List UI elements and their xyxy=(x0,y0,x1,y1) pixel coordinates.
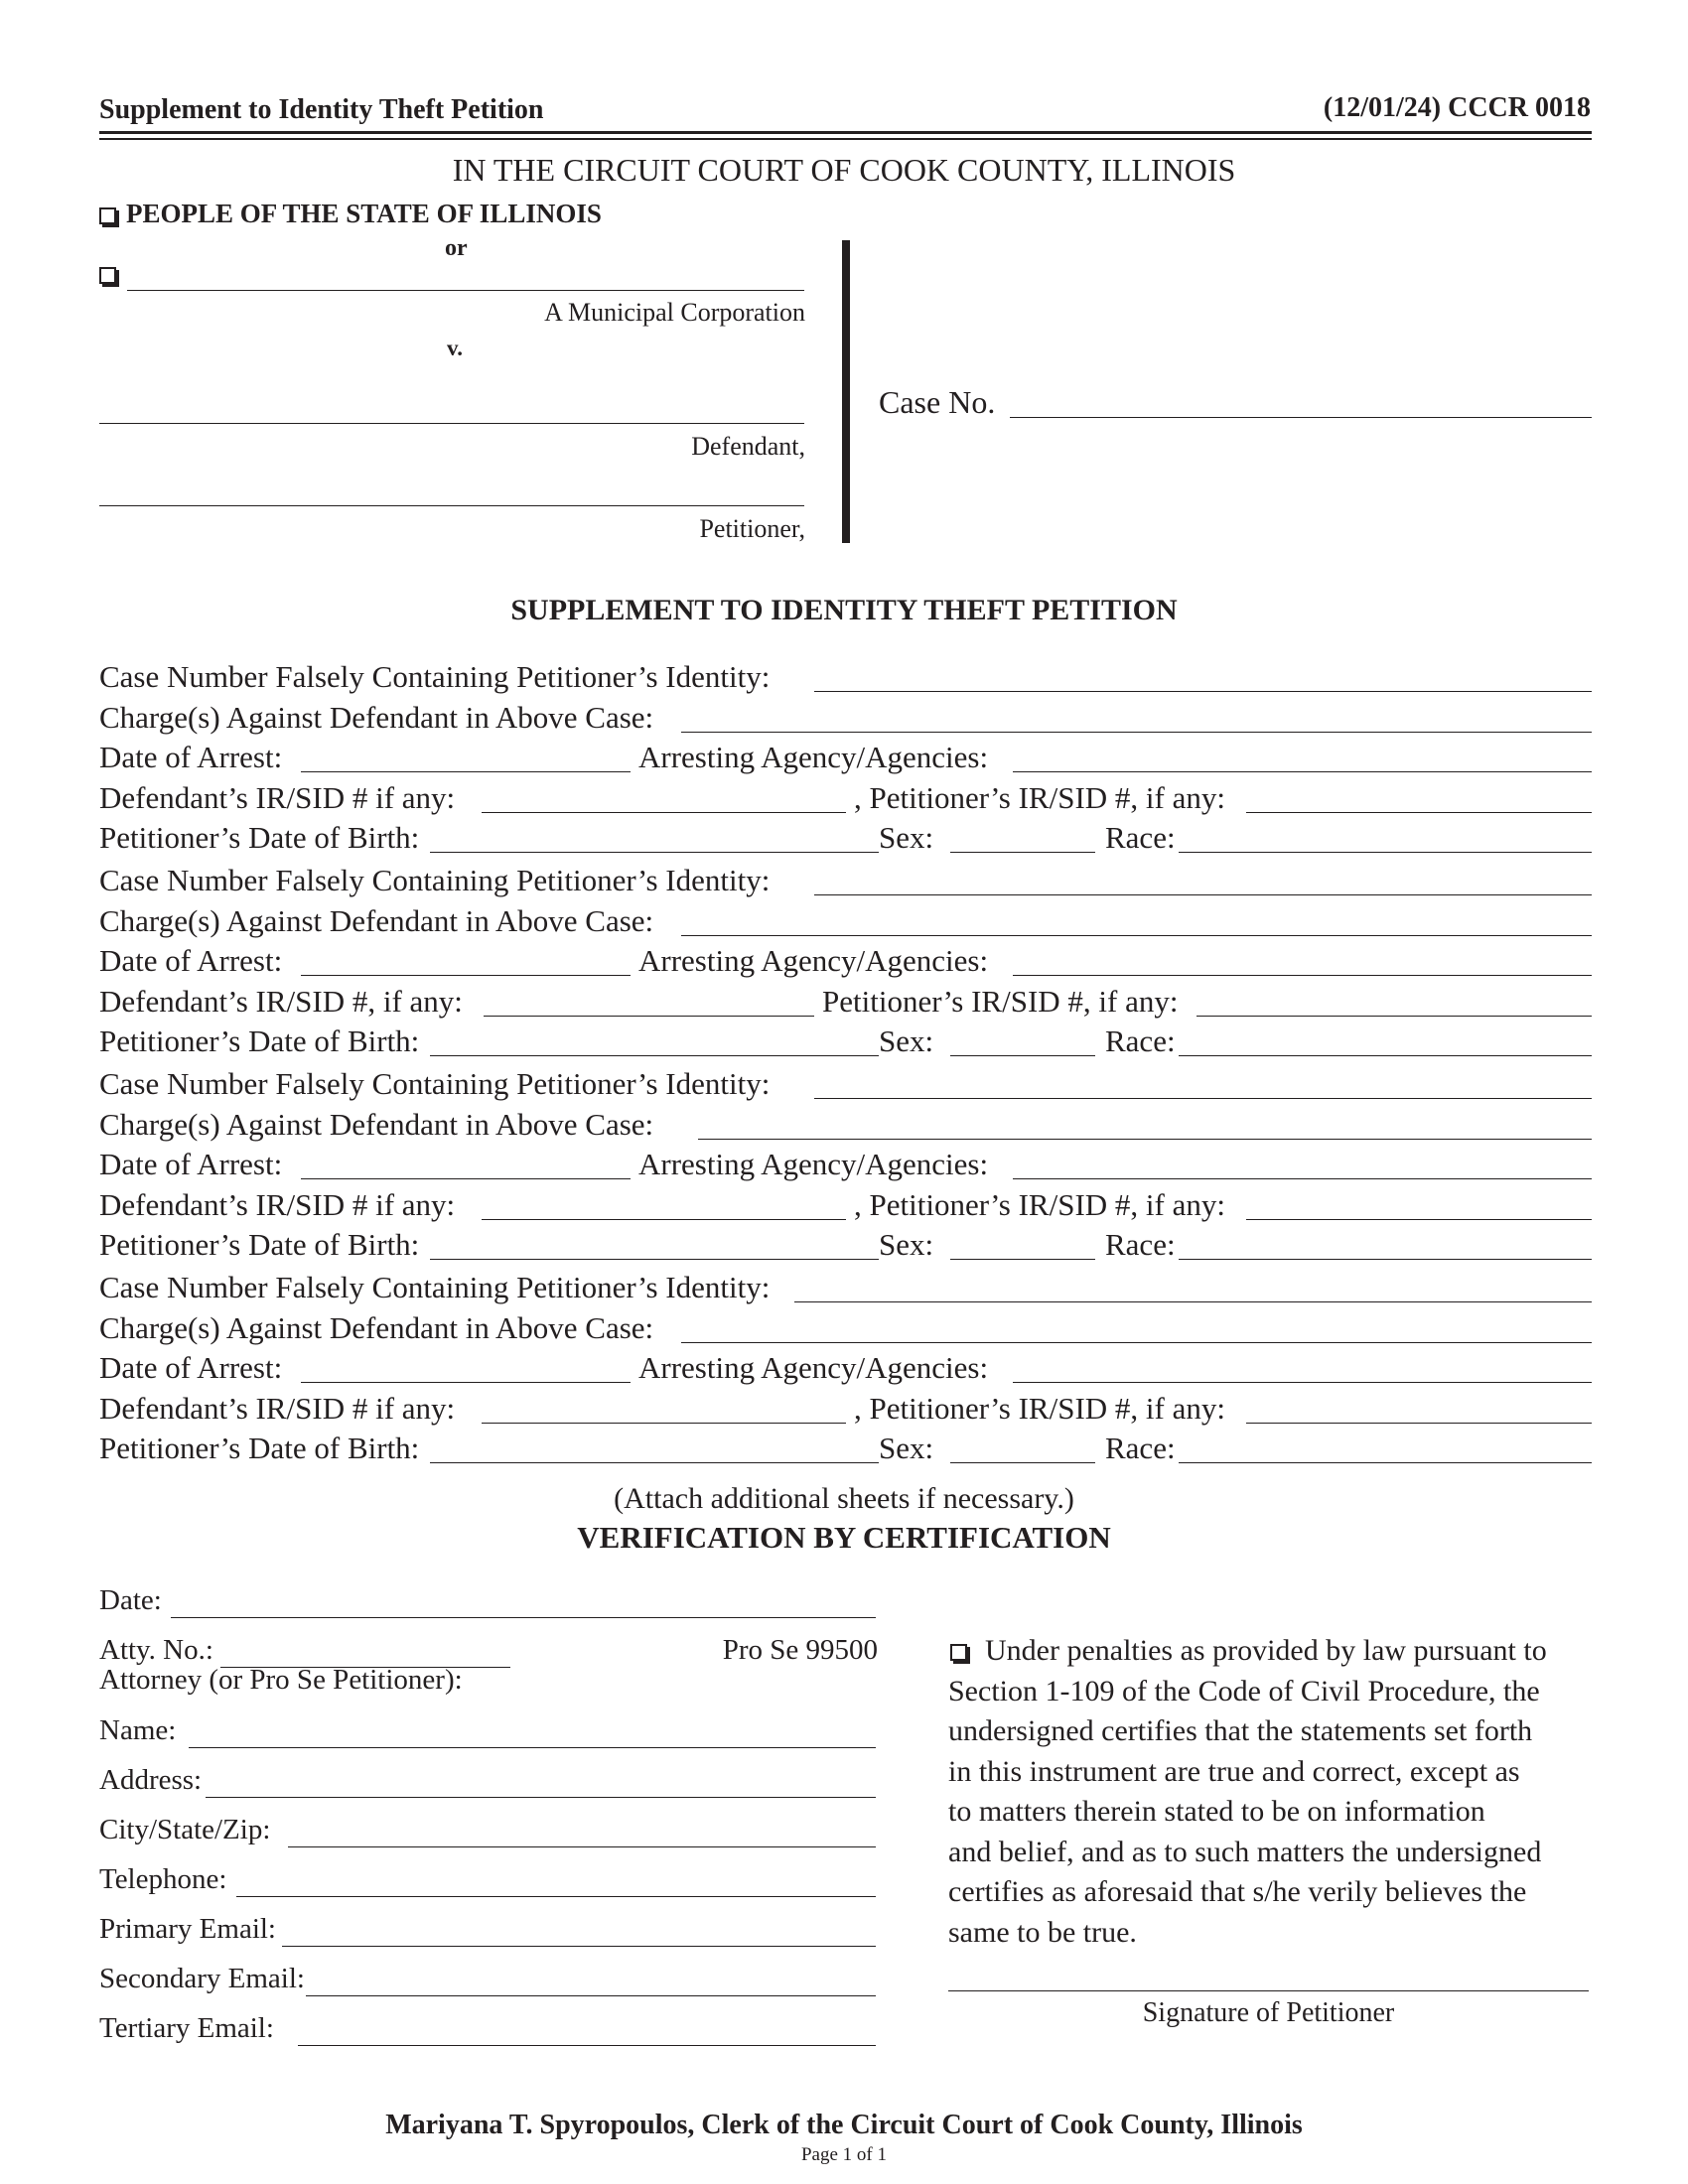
date-arrest-label: Date of Arrest: xyxy=(99,943,283,979)
agency-label: Arresting Agency/Agencies: xyxy=(638,740,989,775)
dob-label: Petitioner’s Date of Birth: xyxy=(99,1227,420,1263)
municipal-name-line[interactable] xyxy=(127,290,804,291)
petitioner-ir-label: , Petitioner’s IR/SID #, if any: xyxy=(854,1390,1225,1426)
sex-label: Sex: xyxy=(879,1024,934,1059)
case-number-line[interactable] xyxy=(794,1301,1592,1302)
agency-label: Arresting Agency/Agencies: xyxy=(638,943,989,979)
dob-line[interactable] xyxy=(430,1055,879,1056)
primary-email-label: Primary Email: xyxy=(99,1913,276,1945)
race-line[interactable] xyxy=(1179,1055,1592,1056)
petitioner-ir-line[interactable] xyxy=(1246,1423,1592,1424)
race-line[interactable] xyxy=(1179,1259,1592,1260)
date-label: Date: xyxy=(99,1584,162,1616)
tertiary-email-line[interactable] xyxy=(298,2045,876,2046)
dob-label: Petitioner’s Date of Birth: xyxy=(99,1024,420,1059)
charges-label: Charge(s) Against Defendant in Above Case: xyxy=(99,1106,654,1142)
race-label: Race: xyxy=(1105,1431,1176,1466)
charges-line[interactable] xyxy=(681,935,1592,936)
certification-line: and belief, and as to such matters the undersigned xyxy=(948,1835,1542,1868)
city-state-zip-line[interactable] xyxy=(288,1846,876,1847)
petitioner-label: Petitioner, xyxy=(699,514,805,543)
versus-text: v. xyxy=(447,336,463,360)
date-arrest-line[interactable] xyxy=(301,1178,631,1179)
sex-line[interactable] xyxy=(950,1462,1095,1463)
race-label: Race: xyxy=(1105,820,1176,856)
race-line[interactable] xyxy=(1179,852,1592,853)
certification-line: Section 1-109 of the Code of Civil Procedure, the xyxy=(948,1674,1540,1707)
race-line[interactable] xyxy=(1179,1462,1592,1463)
address-label: Address: xyxy=(99,1764,203,1796)
date-arrest-line[interactable] xyxy=(301,975,631,976)
people-label: PEOPLE OF THE STATE OF ILLINOIS xyxy=(126,199,602,228)
telephone-line[interactable] xyxy=(236,1896,876,1897)
header-rule-thin xyxy=(99,138,1592,140)
dob-label: Petitioner’s Date of Birth: xyxy=(99,1431,420,1466)
form-code: (12/01/24) CCCR 0018 xyxy=(1323,92,1591,123)
charges-line[interactable] xyxy=(681,732,1592,733)
agency-line[interactable] xyxy=(1013,975,1592,976)
court-title: IN THE CIRCUIT COURT OF COOK COUNTY, ILLINOIS xyxy=(452,152,1236,188)
petitioner-ir-label: , Petitioner’s IR/SID #, if any: xyxy=(854,779,1225,815)
sex-label: Sex: xyxy=(879,820,934,856)
defendant-ir-label: Defendant’s IR/SID # if any: xyxy=(99,779,456,815)
charges-line[interactable] xyxy=(698,1139,1592,1140)
petitioner-ir-line[interactable] xyxy=(1196,1016,1592,1017)
petitioner-ir-label: Petitioner’s IR/SID #, if any: xyxy=(822,983,1179,1019)
secondary-email-label: Secondary Email: xyxy=(99,1963,305,1994)
primary-email-line[interactable] xyxy=(282,1946,876,1947)
municipal-checkbox[interactable] xyxy=(99,267,116,284)
agency-line[interactable] xyxy=(1013,1382,1592,1383)
defendant-ir-line[interactable] xyxy=(484,1016,814,1017)
dob-line[interactable] xyxy=(430,852,879,853)
sex-line[interactable] xyxy=(950,852,1095,853)
case-number-line[interactable] xyxy=(814,894,1592,895)
defendant-ir-line[interactable] xyxy=(482,1219,846,1220)
city-state-zip-label: City/State/Zip: xyxy=(99,1814,271,1845)
defendant-line[interactable] xyxy=(99,423,804,424)
date-line[interactable] xyxy=(171,1617,876,1618)
defendant-label: Defendant, xyxy=(691,432,805,461)
dob-label: Petitioner’s Date of Birth: xyxy=(99,820,420,856)
petitioner-ir-label: , Petitioner’s IR/SID #, if any: xyxy=(854,1186,1225,1222)
municipal-option[interactable] xyxy=(99,266,126,284)
charges-label: Charge(s) Against Defendant in Above Case: xyxy=(99,1309,654,1345)
petitioner-ir-line[interactable] xyxy=(1246,812,1592,813)
certification-line: Under penalties as provided by law pursuant to xyxy=(985,1634,1547,1667)
sex-label: Sex: xyxy=(879,1431,934,1466)
defendant-ir-line[interactable] xyxy=(482,812,846,813)
date-arrest-label: Date of Arrest: xyxy=(99,1350,283,1386)
tertiary-email-label: Tertiary Email: xyxy=(99,2012,274,2044)
agency-line[interactable] xyxy=(1013,1178,1592,1179)
certification-line: to matters therein stated to be on information xyxy=(948,1795,1485,1828)
agency-label: Arresting Agency/Agencies: xyxy=(638,1350,989,1386)
name-line[interactable] xyxy=(189,1747,876,1748)
header-rule xyxy=(99,131,1592,134)
case-number-line[interactable] xyxy=(814,1098,1592,1099)
agency-label: Arresting Agency/Agencies: xyxy=(638,1147,989,1182)
secondary-email-line[interactable] xyxy=(306,1995,876,1996)
charges-label: Charge(s) Against Defendant in Above Case: xyxy=(99,902,654,938)
case-number-label: Case Number Falsely Containing Petitioner’s Identity: xyxy=(99,1066,771,1101)
defendant-ir-line[interactable] xyxy=(482,1423,846,1424)
page-number: Page 1 of 1 xyxy=(800,2144,887,2165)
sex-line[interactable] xyxy=(950,1259,1095,1260)
address-line[interactable] xyxy=(206,1797,876,1798)
charges-line[interactable] xyxy=(681,1342,1592,1343)
agency-line[interactable] xyxy=(1013,771,1592,772)
municipal-label: A Municipal Corporation xyxy=(544,298,805,327)
petitioner-line[interactable] xyxy=(99,505,804,506)
date-arrest-line[interactable] xyxy=(301,1382,631,1383)
certification-line: undersigned certifies that the statements set forth xyxy=(948,1714,1533,1747)
case-number-label: Case Number Falsely Containing Petitioner’s Identity: xyxy=(99,659,771,694)
defendant-ir-label: Defendant’s IR/SID # if any: xyxy=(99,1186,456,1222)
attorney-label: Attorney (or Pro Se Petitioner): xyxy=(99,1664,463,1696)
clerk-footer: Mariyana T. Spyropoulos, Clerk of the Circuit Court of Cook County, Illinois xyxy=(385,2110,1303,2140)
certification-option[interactable] xyxy=(950,1643,977,1661)
certification-line: same to be true. xyxy=(948,1915,1137,1949)
certification-line: in this instrument are true and correct, except as xyxy=(948,1754,1520,1788)
certification-line: certifies as aforesaid that s/he verily believes the xyxy=(948,1875,1527,1908)
race-label: Race: xyxy=(1105,1227,1176,1263)
verification-title: VERIFICATION BY CERTIFICATION xyxy=(577,1520,1111,1555)
attach-note: (Attach additional sheets if necessary.) xyxy=(614,1482,1074,1515)
date-arrest-label: Date of Arrest: xyxy=(99,1147,283,1182)
case-number-label: Case Number Falsely Containing Petitioner’s Identity: xyxy=(99,863,771,897)
signature-label: Signature of Petitioner xyxy=(1142,1997,1395,2028)
date-arrest-line[interactable] xyxy=(301,771,631,772)
sex-line[interactable] xyxy=(950,1055,1095,1056)
dob-line[interactable] xyxy=(430,1462,879,1463)
caption-divider xyxy=(842,240,850,543)
signature-line[interactable] xyxy=(948,1990,1589,1991)
atty-no-label: Atty. No.: xyxy=(99,1634,213,1666)
defendant-ir-label: Defendant’s IR/SID #, if any: xyxy=(99,983,463,1019)
charges-label: Charge(s) Against Defendant in Above Case: xyxy=(99,699,654,735)
people-option[interactable] xyxy=(99,199,602,229)
case-number-label: Case Number Falsely Containing Petitioner’s Identity: xyxy=(99,1270,771,1304)
race-label: Race: xyxy=(1105,1024,1176,1059)
sex-label: Sex: xyxy=(879,1227,934,1263)
petitioner-ir-line[interactable] xyxy=(1246,1219,1592,1220)
defendant-ir-label: Defendant’s IR/SID # if any: xyxy=(99,1390,456,1426)
certification-checkbox[interactable] xyxy=(950,1644,967,1661)
or-text: or xyxy=(445,235,468,261)
name-label: Name: xyxy=(99,1714,177,1746)
section-title: SUPPLEMENT TO IDENTITY THEFT PETITION xyxy=(510,594,1178,626)
date-arrest-label: Date of Arrest: xyxy=(99,740,283,775)
case-number-line[interactable] xyxy=(814,691,1592,692)
people-checkbox[interactable] xyxy=(99,207,116,224)
pro-se-number: Pro Se 99500 xyxy=(722,1634,878,1666)
case-no-label: Case No. xyxy=(879,384,996,420)
form-title: Supplement to Identity Theft Petition xyxy=(99,94,544,125)
telephone-label: Telephone: xyxy=(99,1863,227,1895)
case-no-line[interactable] xyxy=(1010,417,1592,418)
dob-line[interactable] xyxy=(430,1259,879,1260)
